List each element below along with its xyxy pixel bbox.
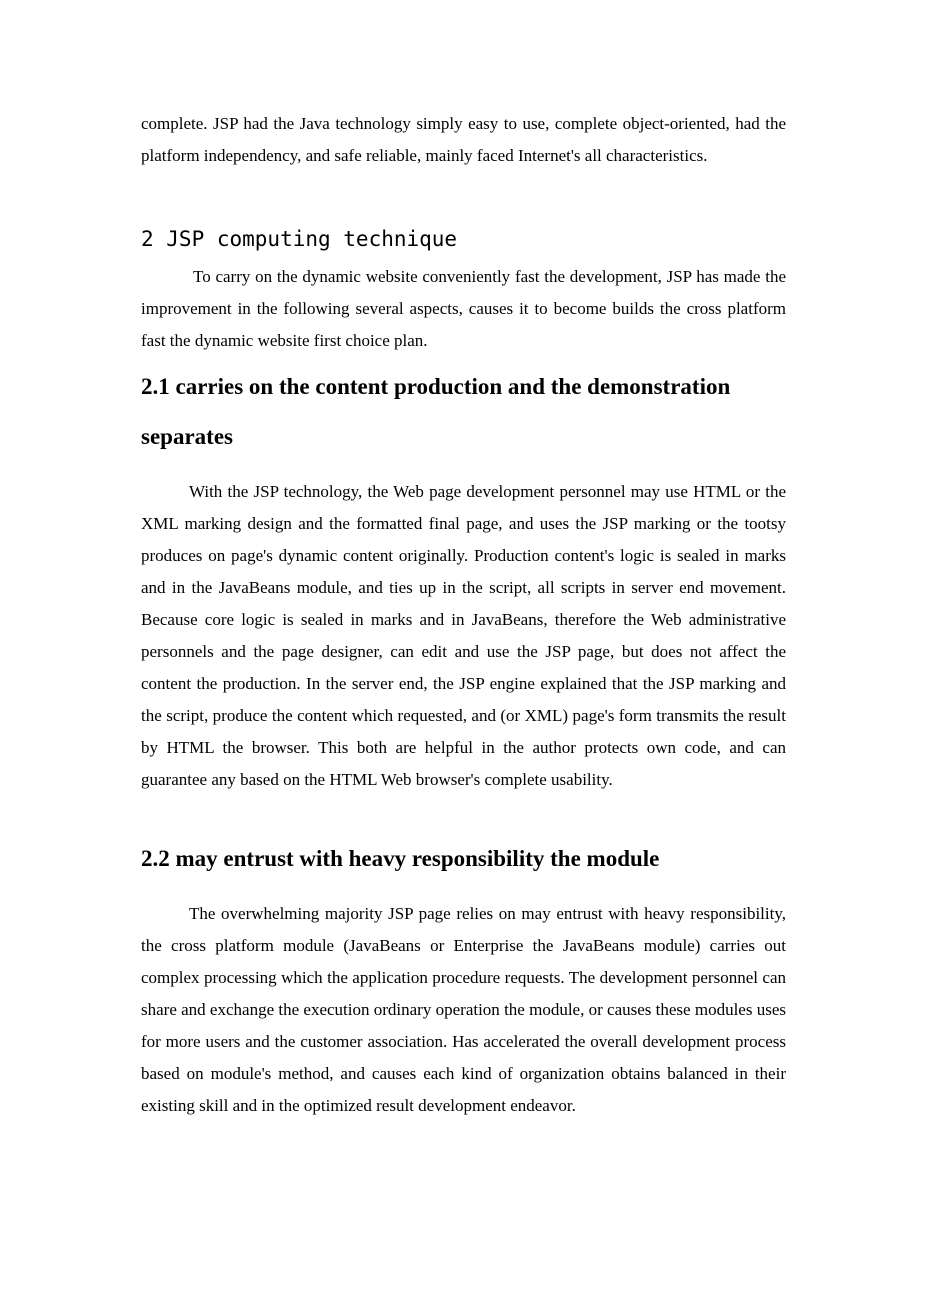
intro-paragraph: complete. JSP had the Java technology simply easy to use, complete object-oriented, had the platform independency, and safe reliable, mainly faced Internet's all characteristics.	[141, 114, 786, 165]
section-2-1-paragraph: With the JSP technology, the Web page development personnel may use HTML or the XML marking design and the formatted final page, and uses the JSP marking or the tootsy produces on page's dynamic content originally. Production content's logic is sealed in marks and in the JavaBeans module, and ties up in the script, all scripts in server end movement. Because core logic is sealed in marks and in JavaBeans, therefore the Web administrative personnels and the page designer, can edit and use the JSP page, but does not affect the content the production. In the server end, the JSP engine explained that the JSP marking and the script, produce the content which requested, and (or XML) page's form transmits the result by HTML the browser. This both are helpful in the author protects own code, and can guarantee any based on the HTML Web browser's complete usability.	[141, 482, 786, 789]
section-2-2-heading: 2.2 may entrust with heavy responsibility the module	[141, 846, 660, 871]
section-2-heading: 2 JSP computing technique	[141, 227, 458, 251]
section-2-1-heading: 2.1 carries on the content production and the demonstration separates	[141, 374, 731, 449]
section-2-paragraph: To carry on the dynamic website conveniently fast the development, JSP has made the improvement in the following several aspects, causes it to become builds the cross platform fast the dynamic website first choice plan.	[141, 267, 786, 350]
section-2-2-paragraph: The overwhelming majority JSP page relies on may entrust with heavy responsibility, the cross platform module (JavaBeans or Enterprise the JavaBeans module) carries out complex processing which the application procedure requests. The development personnel can share and exchange the execution ordinary operation the module, or causes these modules uses for more users and the customer association. Has accelerated the overall development process based on module's method, and causes each kind of organization obtains balanced in their existing skill and in the optimized result development endeavor.	[141, 904, 786, 1115]
